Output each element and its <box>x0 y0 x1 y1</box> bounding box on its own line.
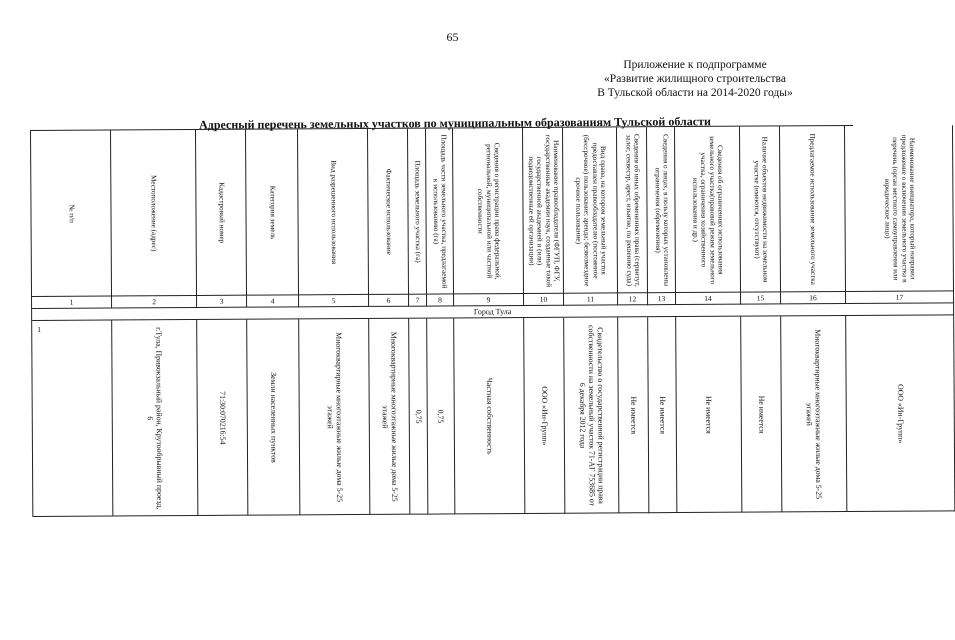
column-number: 16 <box>781 292 846 304</box>
table-cell <box>564 317 619 513</box>
column-header <box>246 129 299 295</box>
column-header-text: Кадастровый номер <box>217 181 226 243</box>
table-cell-value: 71:30:070216:54 <box>217 390 227 444</box>
table-cell-value: Частная собственность <box>484 377 494 455</box>
column-number: 17 <box>846 291 954 304</box>
column-header-text: Наименование правообладателя (ФГУП, ФГУ, государственные академии наук, созданные такой государственной академией и (или) подведомственные ей организации) <box>526 134 561 287</box>
table-cell-value: Не имеется <box>628 395 638 434</box>
column-header <box>408 129 427 295</box>
column-header <box>845 125 954 292</box>
appendix-note <box>560 58 830 100</box>
table-cell <box>454 318 525 514</box>
column-header-text: Местоположение (адрес) <box>149 174 158 251</box>
column-header <box>368 129 409 295</box>
table-cell <box>524 318 565 514</box>
column-header-text: Сведения об ограничениях использования земельного участка(правовой режим земельного участка, ограничения хозяйственного использования и др.) <box>690 135 725 284</box>
column-header <box>453 128 524 294</box>
column-header-text: Фактическое использование <box>383 168 393 255</box>
column-number: 13 <box>648 293 676 305</box>
column-number: 12 <box>618 293 648 305</box>
table-cell-value: Не имеется <box>704 395 714 434</box>
table-cell-value: Не имеется <box>657 395 667 434</box>
table-cell-value: 0,75 <box>413 409 423 423</box>
column-number: 2 <box>112 296 197 309</box>
column-number: 8 <box>427 294 454 306</box>
column-number: 3 <box>197 296 247 308</box>
column-header <box>426 128 454 294</box>
column-header <box>298 129 369 295</box>
appendix-line-1: Приложение к подпрограмме <box>623 59 767 71</box>
column-number: 15 <box>741 292 781 304</box>
page-number: 65 <box>446 30 459 44</box>
table-cell-value: Земли населенных пунктов <box>268 371 279 463</box>
column-header-text: Сведения о лицах, в пользу которых установлены ограничения (обременения) <box>652 133 670 286</box>
column-header <box>196 130 247 296</box>
table-cell-value: Свидетельство о государственной регистрации права собственности на земельный участок 71-АГ 753685 от 6 декабря 2012 года <box>577 324 606 506</box>
column-header-text: Площадь земельного участка (га) <box>412 160 422 263</box>
column-header-text: № п/п <box>67 204 76 223</box>
table-cell <box>247 319 300 515</box>
table-cell <box>299 319 370 515</box>
section-row: Город Тула <box>32 303 954 321</box>
table-cell <box>197 320 248 516</box>
column-header-text: Наличие объектов недвижимости на земельном участке (имеются, отсутствуют) <box>751 136 769 282</box>
table-cell-value: г.Тула, Привокзальный район, Крутообрывный проезд, 6 <box>145 326 165 509</box>
document-title: Адресный перечень земельных участков по муниципальным образованиям Тульской области <box>199 114 711 132</box>
table-cell <box>846 315 955 512</box>
column-header-text: Категория земель <box>268 185 277 239</box>
table-cell <box>369 319 410 515</box>
column-header <box>111 130 197 297</box>
table-cell <box>32 321 113 517</box>
table-cell <box>618 317 649 513</box>
table-cell <box>648 317 677 513</box>
column-header-text: Предлагаемое использование земельного участка <box>808 133 818 285</box>
table-cell <box>781 316 847 512</box>
column-number: 1 <box>32 297 112 309</box>
column-header <box>780 126 846 292</box>
column-header-text: Наименование инициатора, который направил предложение о включении земельного участка в перечень (орган местного самоуправления или юридическое лицо) <box>882 134 917 283</box>
column-header-text: Площадь части земельного участка, предлагаемой к использованию (га) <box>431 133 449 289</box>
appendix-line-2: «Развитие жилищного строительства <box>604 73 786 85</box>
table-cell-value: Многоквартирные многоэтажные жилые дома 5-25 этажей <box>325 331 344 502</box>
column-header-text: Сведения о регистрации права федеральной, региональной, муниципальной или частной собственности <box>475 142 502 280</box>
table-cell-value: Многоквартирные многоэтажные жилые дома 5-25 этажей <box>380 331 399 502</box>
table-cell-value: Многоквартирные многоэтажные жилые дома 5-25 этажей <box>804 328 824 499</box>
table-cell-value: Не имеется <box>756 395 766 433</box>
column-number: 7 <box>409 295 427 307</box>
table-cell <box>409 319 428 515</box>
column-header <box>563 127 618 293</box>
row-number: 1 <box>37 324 41 334</box>
column-header <box>31 131 112 297</box>
table-cell-value: 0,75 <box>436 409 446 423</box>
column-number: 5 <box>299 295 369 307</box>
column-number: 11 <box>564 293 618 305</box>
column-header <box>617 127 648 293</box>
column-header <box>647 127 676 293</box>
column-header <box>675 127 741 293</box>
column-number: 4 <box>247 295 299 307</box>
appendix-line-3: В Тульской области на 2014-2020 годы» <box>597 87 793 99</box>
land-plots-table <box>30 125 917 517</box>
column-number: 10 <box>524 294 564 306</box>
table-cell <box>112 320 198 517</box>
table-cell <box>676 317 742 513</box>
column-header-text: Вид разрешенного использования <box>328 159 338 264</box>
column-header-text: Сведения об иных обременениях права (сервитут, залог, секвестр, арест, изъятие, по решению суда) <box>623 133 641 287</box>
column-header-text: Вид права, на котором земельный участок предоставлен правообладателю (постоянное (бессрочное) пользование; аренда; безвозмездное срочное пользование) <box>573 134 608 286</box>
table-cell <box>427 318 455 514</box>
column-number: 9 <box>454 294 524 306</box>
table-cell <box>741 316 782 512</box>
column-number: 14 <box>676 293 741 305</box>
table-cell-value: ООО «Ин-Групп» <box>895 383 905 443</box>
column-header <box>523 128 564 294</box>
column-number: 6 <box>369 295 409 307</box>
column-header <box>740 126 781 292</box>
table-cell-value: ООО «Ин-Групп» <box>539 385 549 445</box>
